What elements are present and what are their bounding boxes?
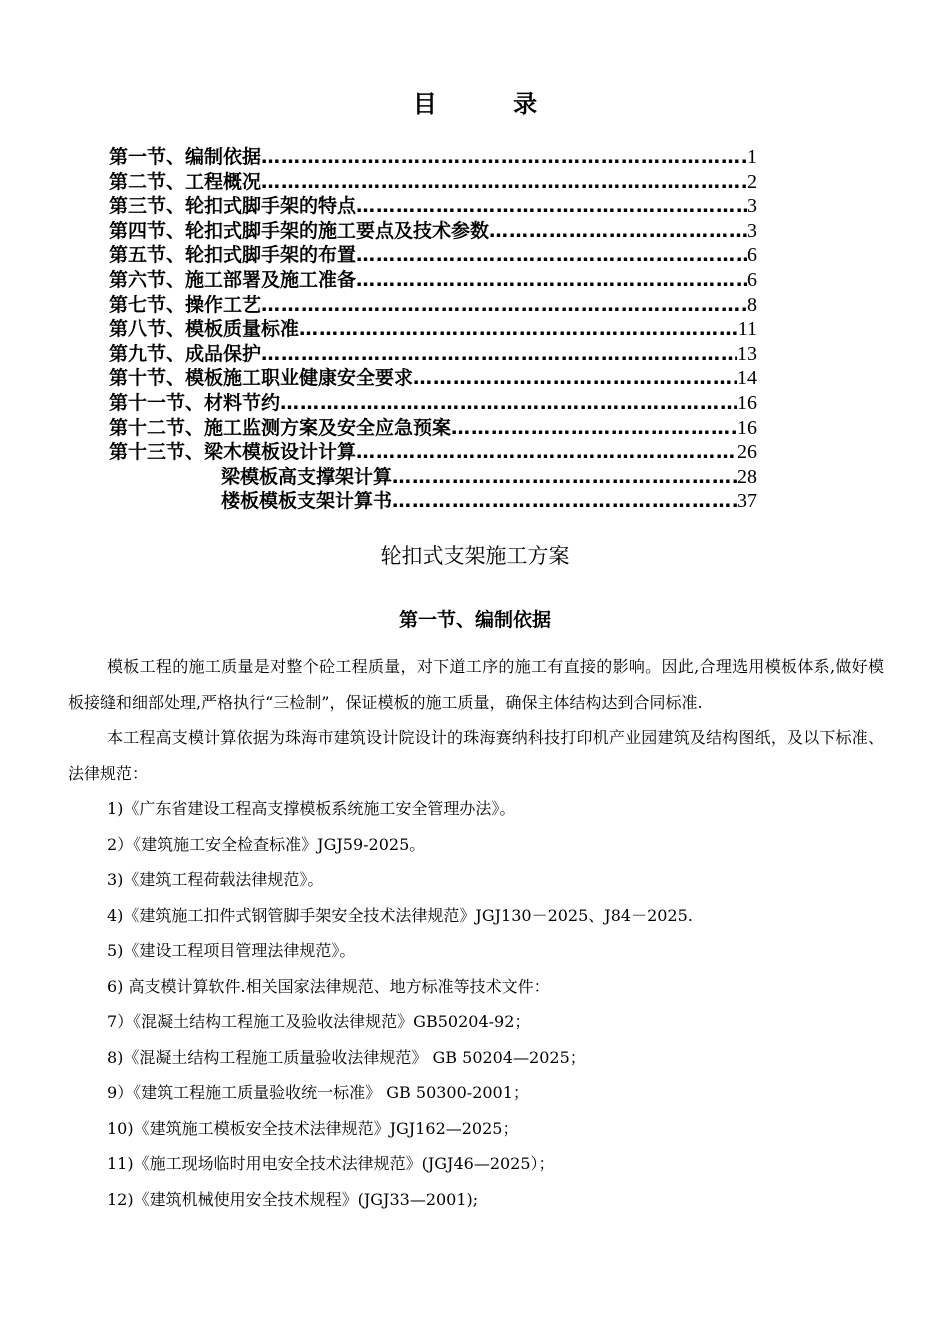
toc-leader-dots [356,441,737,463]
toc-entry-label: 第九节、成品保护 [109,342,262,365]
toc-entry-label: 第三节、轮扣式脚手架的特点 [109,195,357,218]
section-body [68,649,884,1217]
toc-entry[interactable] [109,413,757,438]
toc-subentry[interactable] [109,462,757,487]
toc-entry[interactable] [109,290,757,315]
toc-entry[interactable] [109,388,757,413]
toc-leader-dots [392,490,737,512]
toc-entry-label: 第十二节、施工监测方案及安全应急预案 [109,416,452,439]
toc-leader-dots [261,343,737,365]
toc-entry-label: 楼板模板支架计算书 [221,490,393,513]
toc-entry-page: 14 [737,367,757,390]
toc-entry-label: 第十一节、材料节约 [109,391,281,414]
reference-item: 1)《广东省建设工程高支撑模板系统施工安全管理办法》。 [107,799,516,818]
reference-item: 8)《混凝土结构工程施工质量验收法律规范》 GB 50204—2025； [107,1047,586,1067]
toc-entry[interactable] [109,216,757,241]
reference-item: 7）《混凝土结构工程施工及验收法律规范》GB50204-92； [107,1012,531,1031]
toc-subentry[interactable] [109,486,757,511]
toc-entry[interactable] [109,339,757,364]
toc-entry[interactable] [109,265,757,290]
toc-entry[interactable] [109,363,757,388]
toc-title: 目 录 [412,90,572,118]
toc-entry-page: 13 [737,342,757,365]
reference-item: 2）《建筑施工安全检查标准》JGJ59-2025。 [107,834,426,854]
toc-entry-label: 梁模板高支撑架计算 [221,465,393,488]
toc-leader-dots [451,417,737,439]
toc-entry-label: 第八节、模板质量标准 [109,318,300,341]
reference-item: 10)《建筑施工模板安全技术法律规范》JGJ162—2025； [107,1118,519,1138]
reference-item: 5)《建设工程项目管理法律规范》。 [107,941,356,960]
toc-leader-dots [489,220,747,242]
toc-leader-dots [299,318,738,340]
toc-entry[interactable] [109,437,757,462]
toc-leader-dots [261,294,747,316]
toc-entry-label: 第六节、施工部署及施工准备 [109,268,357,291]
toc-leader-dots [280,392,737,414]
toc-entry-label: 第二节、工程概况 [109,170,262,193]
toc-entry[interactable] [109,167,757,192]
document-title: 轮扣式支架施工方案 [380,544,570,568]
table-of-contents [109,142,757,511]
toc-leader-dots [392,466,737,488]
toc-entry-page: 11 [737,318,757,341]
toc-leader-dots [356,269,747,291]
toc-entry-label: 第七节、操作工艺 [109,293,262,316]
toc-entry-label: 第十节、模板施工职业健康安全要求 [109,367,414,390]
body-paragraph: 模板工程的施工质量是对整个砼工程质量，对下道工序的施工有直接的影响。因此,合理选用模板体系,做好模板接缝和细部处理,严格执行“三检制”，保证模板的施工质量，确保主体结构达到合同标准. [68,657,884,712]
toc-leader-dots [356,195,747,217]
reference-item: 3)《建筑工程荷载法律规范》。 [107,870,324,889]
toc-entry[interactable] [109,240,757,265]
section-heading: 第一节、编制依据 [398,609,551,631]
toc-entry-page: 26 [737,441,757,464]
toc-entry-page: 16 [737,391,757,414]
toc-entry[interactable] [109,142,757,167]
toc-entry-page: 6 [747,268,757,291]
toc-entry-page: 16 [737,416,757,439]
toc-leader-dots [261,146,747,168]
toc-entry-label: 第十三节、梁木模板设计计算 [109,441,357,464]
toc-entry-page: 1 [747,146,757,168]
toc-entry-label: 第五节、轮扣式脚手架的布置 [109,244,357,267]
reference-item: 9）《建筑工程施工质量验收统一标准》 GB 50300-2001； [107,1083,529,1102]
toc-entry-page: 8 [747,293,757,316]
reference-item: 12)《建筑机械使用安全技术规程》(JGJ33—2001); [107,1189,479,1209]
body-paragraph: 本工程高支模计算依据为珠海市建筑设计院设计的珠海赛纳科技打印机产业园建筑及结构图纸，及以下标准、法律规范： [68,728,884,783]
toc-entry-page: 28 [737,465,757,488]
toc-entry-label: 第一节、编制依据 [109,146,262,168]
toc-leader-dots [261,171,747,193]
reference-item: 6) 高支模计算软件.相关国家法律规范、地方标准等技术文件： [107,976,550,996]
reference-item: 11)《施工现场临时用电安全技术法律规范》(JGJ46—2025）； [107,1154,555,1173]
toc-entry-page: 2 [747,170,757,193]
toc-leader-dots [356,244,747,266]
toc-entry-label: 第四节、轮扣式脚手架的施工要点及技术参数 [109,219,490,242]
toc-entry[interactable] [109,314,757,339]
toc-entry[interactable] [109,191,757,216]
toc-entry-page: 3 [747,195,757,218]
toc-entry-page: 37 [737,490,757,513]
reference-item: 4)《建筑施工扣件式钢管脚手架安全技术法律规范》JGJ130－2025、J84－2025. [107,905,693,925]
toc-entry-page: 6 [747,244,757,267]
toc-leader-dots [413,367,737,389]
toc-entry-page: 3 [747,219,757,242]
